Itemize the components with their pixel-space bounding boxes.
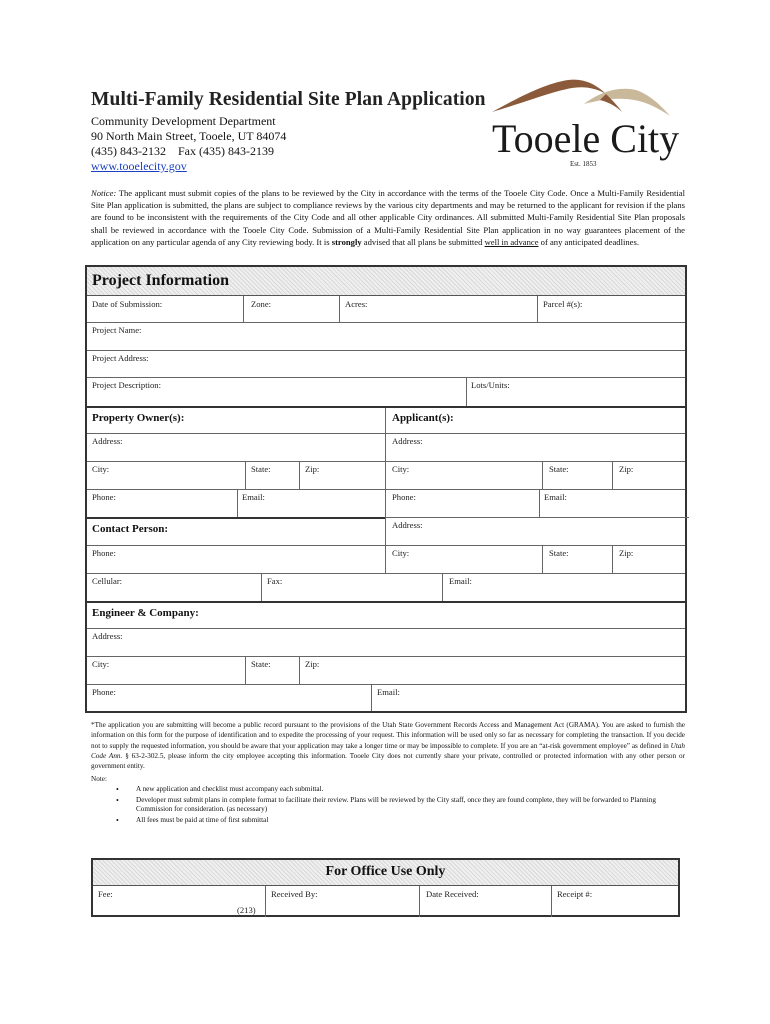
- project-name-label: Project Name:: [92, 325, 142, 335]
- logo-established: Est. 1853: [570, 160, 597, 168]
- notice-text-3: of any anticipated deadlines.: [538, 236, 639, 247]
- project-address-label: Project Address:: [92, 353, 149, 363]
- office-use-heading: For Office Use Only: [325, 864, 446, 879]
- owner-phone-label: Phone:: [92, 492, 116, 502]
- applicant-city-label: City:: [392, 464, 410, 474]
- owner-zip-label: Zip:: [305, 464, 320, 474]
- applicant-phone-label: Phone:: [392, 492, 416, 502]
- acres-label: Acres:: [345, 299, 368, 309]
- applicant-address-label: Address:: [392, 436, 423, 446]
- contact-fax-label: Fax:: [267, 576, 283, 586]
- notice-text-1: The applicant must submit copies of the plans to be reviewed by the City in accordance with the terms of the Tooele City Code. Once a Multi-Family Residential Site Plan application is submitted, the plans are subject to compliance reviews by the various city departments and may be returned to the applicant for revision if the plans are found to be inconsistent with the requirements of the City Code and all other applicable City ordinances. All submitted Multi-Family Residential Site Plan proposals shall be reviewed in accordance with the Tooele City Code. Submission of a Multi-Family Residential Site Plan application in no way guarantees placement of the application on any particular agenda of any City reviewing body. It is: [91, 188, 685, 247]
- footnote-italic: Utah Code Ann.: [91, 741, 685, 760]
- receipt-label: Receipt #:: [557, 889, 593, 899]
- project-description-label: Project Description:: [92, 380, 161, 390]
- project-info-heading: Project Information: [92, 272, 229, 289]
- notice-strong: strongly: [331, 236, 362, 247]
- applicant-heading: Applicant(s):: [392, 412, 454, 424]
- parcel-label: Parcel #(s):: [543, 299, 583, 309]
- contact-cellular-label: Cellular:: [92, 576, 123, 586]
- department-info: [91, 114, 286, 174]
- contact-phone-label: Phone:: [92, 548, 116, 558]
- date-received-label: Date Received:: [426, 889, 479, 899]
- engineer-address-label: Address:: [92, 631, 123, 641]
- applicant-zip-label: Zip:: [619, 464, 634, 474]
- owner-address-label: Address:: [92, 436, 123, 446]
- contact-person-heading: Contact Person:: [92, 523, 169, 535]
- applicant-state-label: State:: [549, 464, 569, 474]
- owner-email-label: Email:: [242, 492, 265, 502]
- property-owner-heading: Property Owner(s):: [92, 412, 185, 424]
- engineer-state-label: State:: [251, 659, 271, 669]
- engineer-email-label: Email:: [377, 687, 400, 697]
- project-info-header: [87, 267, 685, 296]
- logo-text: Tooele City: [492, 116, 680, 161]
- contact-city-label: City:: [392, 548, 410, 558]
- engineer-zip-label: Zip:: [305, 659, 320, 669]
- owner-state-label: State:: [251, 464, 271, 474]
- fee-label: Fee:: [98, 889, 113, 899]
- engineer-company-heading: Engineer & Company:: [92, 607, 199, 619]
- application-form: [85, 265, 687, 713]
- website-link[interactable]: www.tooelecity.gov: [91, 159, 187, 173]
- date-of-submission-label: Date of Submission:: [92, 299, 163, 309]
- notice-paragraph: [91, 187, 685, 248]
- office-use-box: [91, 858, 680, 917]
- received-by-label: Received By:: [271, 889, 318, 899]
- department-phone-fax: (435) 843-2132 Fax (435) 843-2139: [91, 144, 274, 158]
- owner-city-label: City:: [92, 464, 110, 474]
- contact-email-label: Email:: [449, 576, 472, 586]
- footnote-text-1: *The application you are submitting will become a public record pursuant to the provisions of the Utah State Government Records Access and Management Act (GRAMA). You are asked to furnish the information on this form for the purpose of identification and to expedite the processing of your request. This information will be used only so far as necessary for completing the transaction. If you decide not to supply the requested information, you should be aware that your application may take a longer time or may be impossible to complete. If you are an “at-risk government employee” as defined in: [91, 721, 685, 750]
- fee-code: (213): [237, 905, 256, 915]
- notice-label: Notice:: [91, 188, 117, 198]
- mountain-logo-icon: [488, 76, 688, 172]
- note-item: • Developer must submit plans in complete format to facilitate their review. Plans will be reviewed by the City staff, once they are found complete, they will be forwarded to Planning Commission for consideration. (as necessary): [116, 796, 676, 815]
- zone-label: Zone:: [251, 299, 272, 309]
- note-item: • All fees must be paid at time of first submittal: [116, 816, 676, 826]
- contact-state-label: State:: [549, 548, 569, 558]
- note-item: • A new application and checklist must accompany each submittal.: [116, 785, 676, 795]
- footnote-text-2: § 63-2-302.5, please inform the city employee accepting this information. Tooele City does not currently share your private, controlled or protected information with any other person or government entity.: [91, 751, 685, 771]
- notice-text-2: advised that all plans be submitted: [361, 236, 485, 247]
- applicant-email-label: Email:: [544, 492, 567, 502]
- office-use-header: [93, 860, 678, 886]
- page-title: Multi-Family Residential Site Plan Application: [91, 89, 486, 110]
- notes-list: [116, 785, 676, 826]
- department-address: 90 North Main Street, Tooele, UT 84074: [91, 129, 287, 143]
- department-name: Community Development Department: [91, 114, 276, 128]
- engineer-phone-label: Phone:: [92, 687, 116, 697]
- contact-zip-label: Zip:: [619, 548, 634, 558]
- lots-units-label: Lots/Units:: [471, 380, 510, 390]
- contact-address-label: Address:: [392, 520, 423, 530]
- tooele-city-logo: [488, 76, 688, 172]
- grama-footnote: [91, 720, 685, 771]
- notice-underline: well in advance: [484, 236, 539, 247]
- engineer-city-label: City:: [92, 659, 110, 669]
- note-heading: Note:: [91, 775, 107, 783]
